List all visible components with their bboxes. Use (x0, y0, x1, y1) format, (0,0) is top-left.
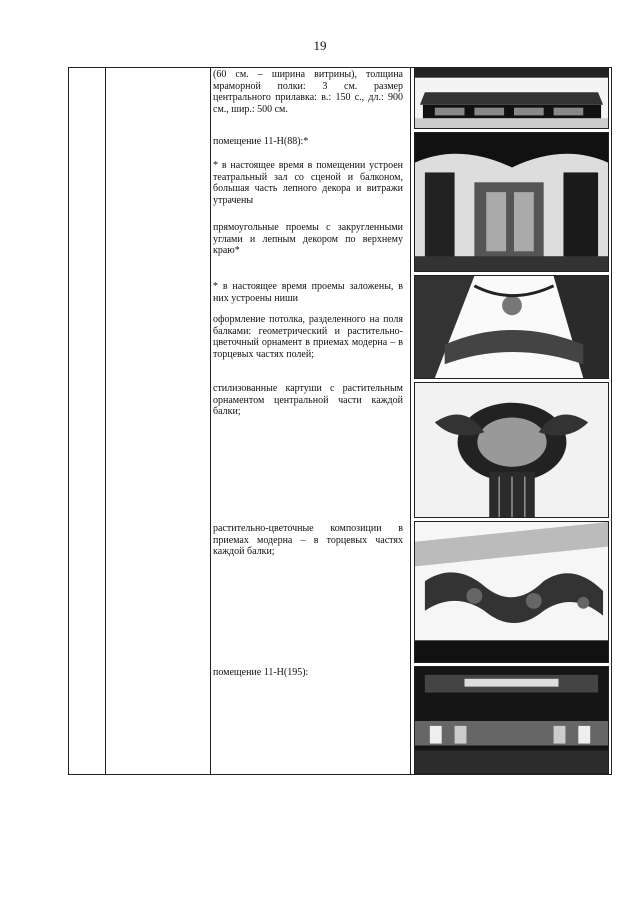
column-divider (410, 68, 411, 774)
cartouche-photo-icon (414, 382, 609, 518)
text-display-case-dimensions: (60 см. – ширина витрины), толщина мраморной полки: 3 см. размер центрального прилавка: в.: 150 с., дл.: 900 см., шир.: 500 см. (213, 69, 403, 115)
page-number: 19 (313, 38, 327, 53)
text-rectangular-openings: прямоугольные проемы с закругленными углами и лепным декором по верхнему краю* (213, 222, 403, 256)
text-ceiling-decoration: оформление потолка, разделенного на поля балками: геометрический и растительно-цветочный орнамент в приемах модерна – в торцевых частях полей; (213, 314, 403, 360)
text-room-88-note: * в настоящее время в помещении устроен театральный зал со сценой и балконом, большая часть лепного декора и витражи утрачены (213, 160, 403, 206)
text-room-88-heading: помещение 11-Н(88):* (213, 136, 309, 147)
floral-ornament-photo-icon (414, 521, 609, 663)
text-floral-compositions: растительно-цветочные композиции в приемах модерна – в торцевых частях каждой балки; (213, 523, 403, 557)
text-room-195-heading: помещение 11-Н(195): (213, 667, 309, 678)
text-openings-note: * в настоящее время проемы заложены, в них устроены ниши (213, 281, 403, 304)
room-interior-photo-icon (414, 666, 609, 774)
text-cartouches: стилизованные картуши с растительным орнаментом центральной части каждой балки; (213, 383, 403, 417)
ceiling-beams-photo-icon (414, 275, 609, 379)
column-divider (105, 68, 106, 774)
shop-counter-photo-icon (414, 67, 609, 129)
theater-hall-photo-icon (414, 132, 609, 272)
column-divider (210, 68, 211, 774)
